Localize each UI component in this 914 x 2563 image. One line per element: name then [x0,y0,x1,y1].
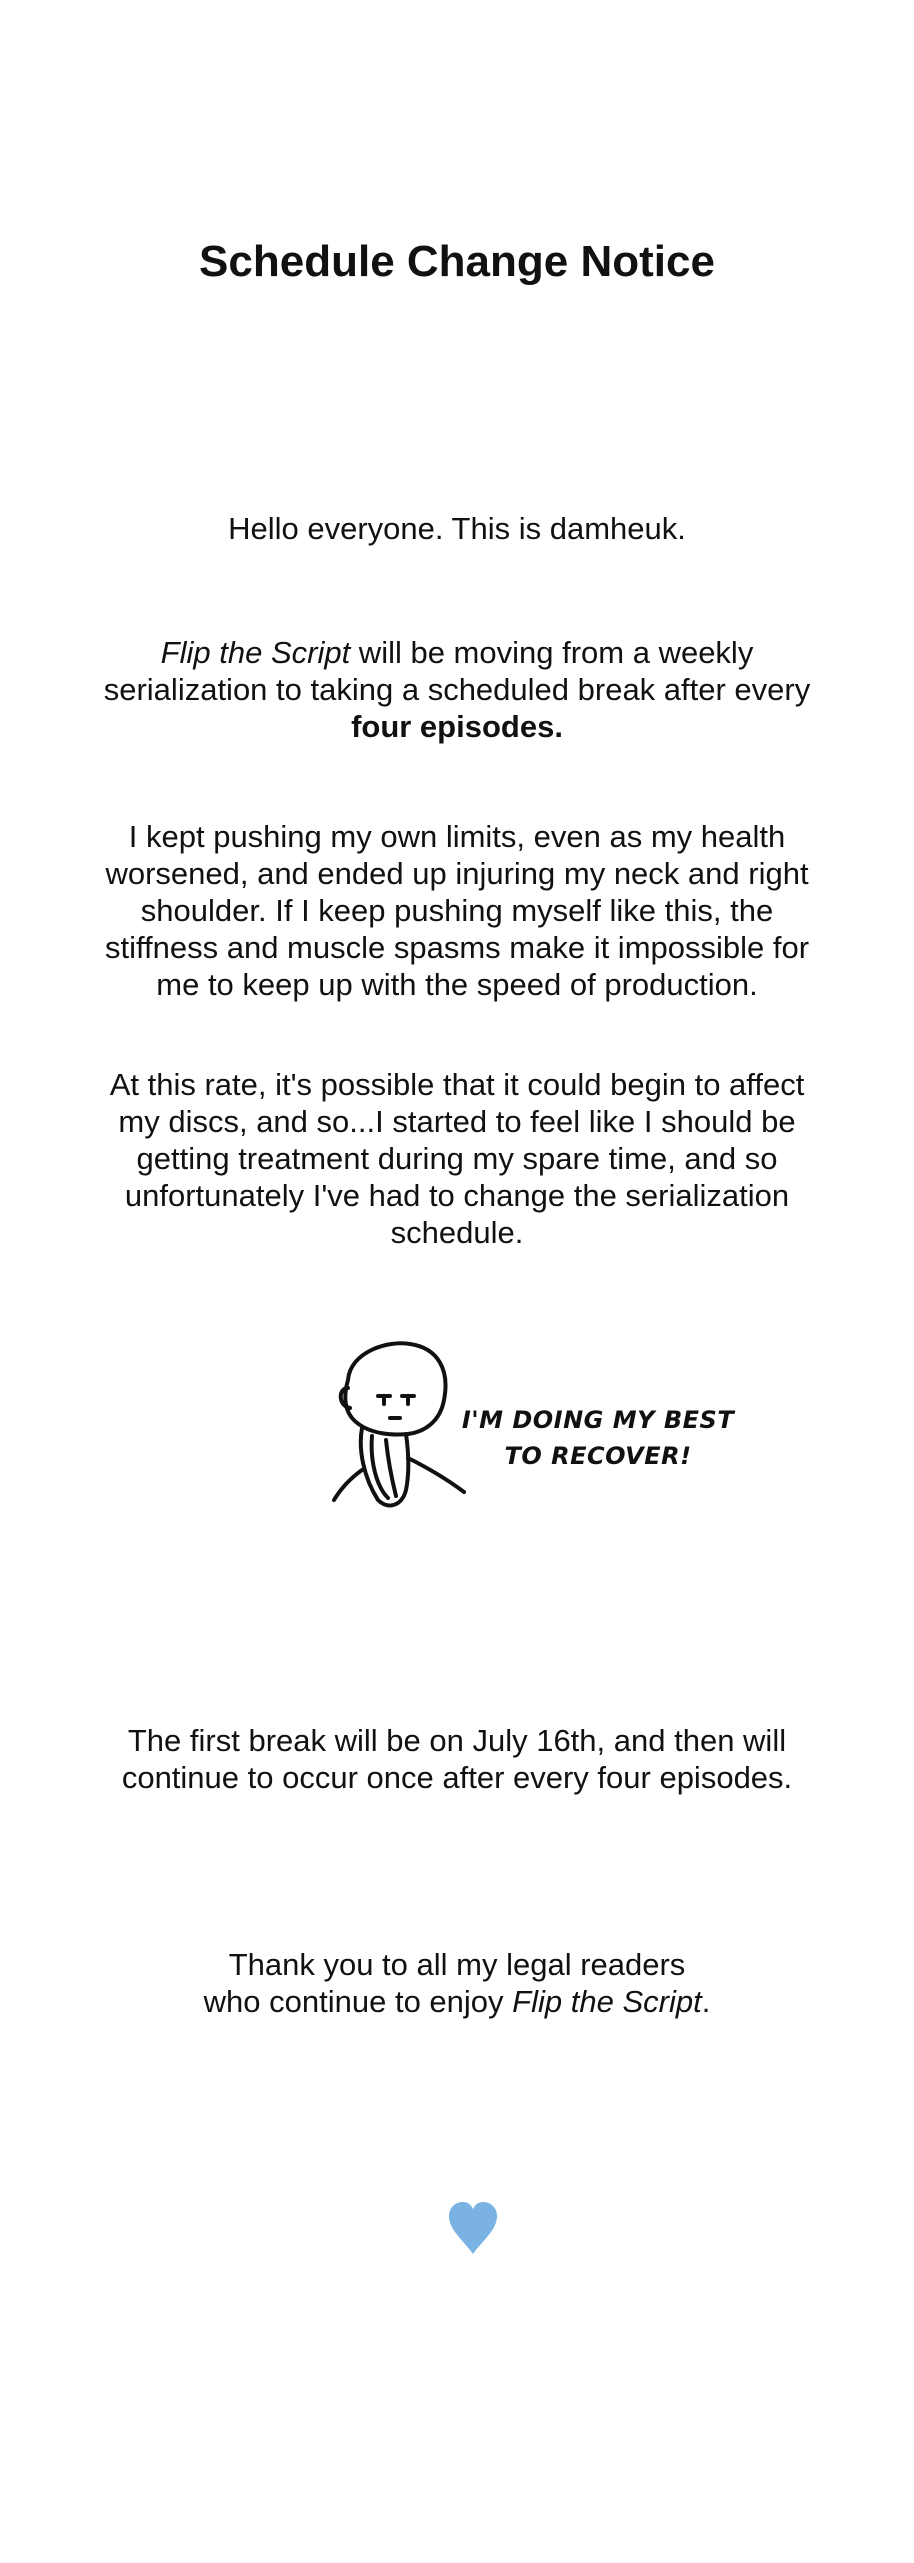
schedule-change-paragraph [90,634,824,745]
closing-line-1: Thank you to all my legal readers [228,1947,686,1982]
speech-line-1: I'M DOING MY BEST [461,1406,735,1434]
closing-paragraph [90,1946,824,2020]
heart-shape [449,2202,497,2254]
closing-line-2-text: who continue to enjoy [203,1984,513,2019]
closing-period: . [701,1984,711,2019]
recovering-character-illustration [328,1340,758,1550]
four-episodes-emphasis: four episodes. [351,709,563,744]
closing-series-title: Flip the Script [512,1984,702,2019]
page-title: Schedule Change Notice [199,237,715,286]
break-date-paragraph: The first break will be on July 16th, and then will continue to occur once after every four episodes. [121,1723,793,1795]
greeting-paragraph: Hello everyone. This is damheuk. [228,511,686,546]
treatment-paragraph: At this rate, it's possible that it could begin to affect my discs, and so...I started to feel like I should be getting treatment during my spare time, and so unfortunately I've had to change the serialization schedule. [109,1067,805,1250]
health-paragraph: I kept pushing my own limits, even as my health worsened, and ended up injuring my neck and right shoulder. If I keep pushing myself like this, the stiffness and muscle spasms make it impossible for me to keep up with the speed of production. [104,819,810,1002]
speech-line-2: TO RECOVER! [504,1442,692,1470]
series-title: Flip the Script [160,635,351,670]
schedule-change-text: will be moving from a weekly serialization to taking a scheduled break after every [103,635,811,707]
heart-icon [445,2200,501,2256]
speech-text [458,1402,738,1474]
